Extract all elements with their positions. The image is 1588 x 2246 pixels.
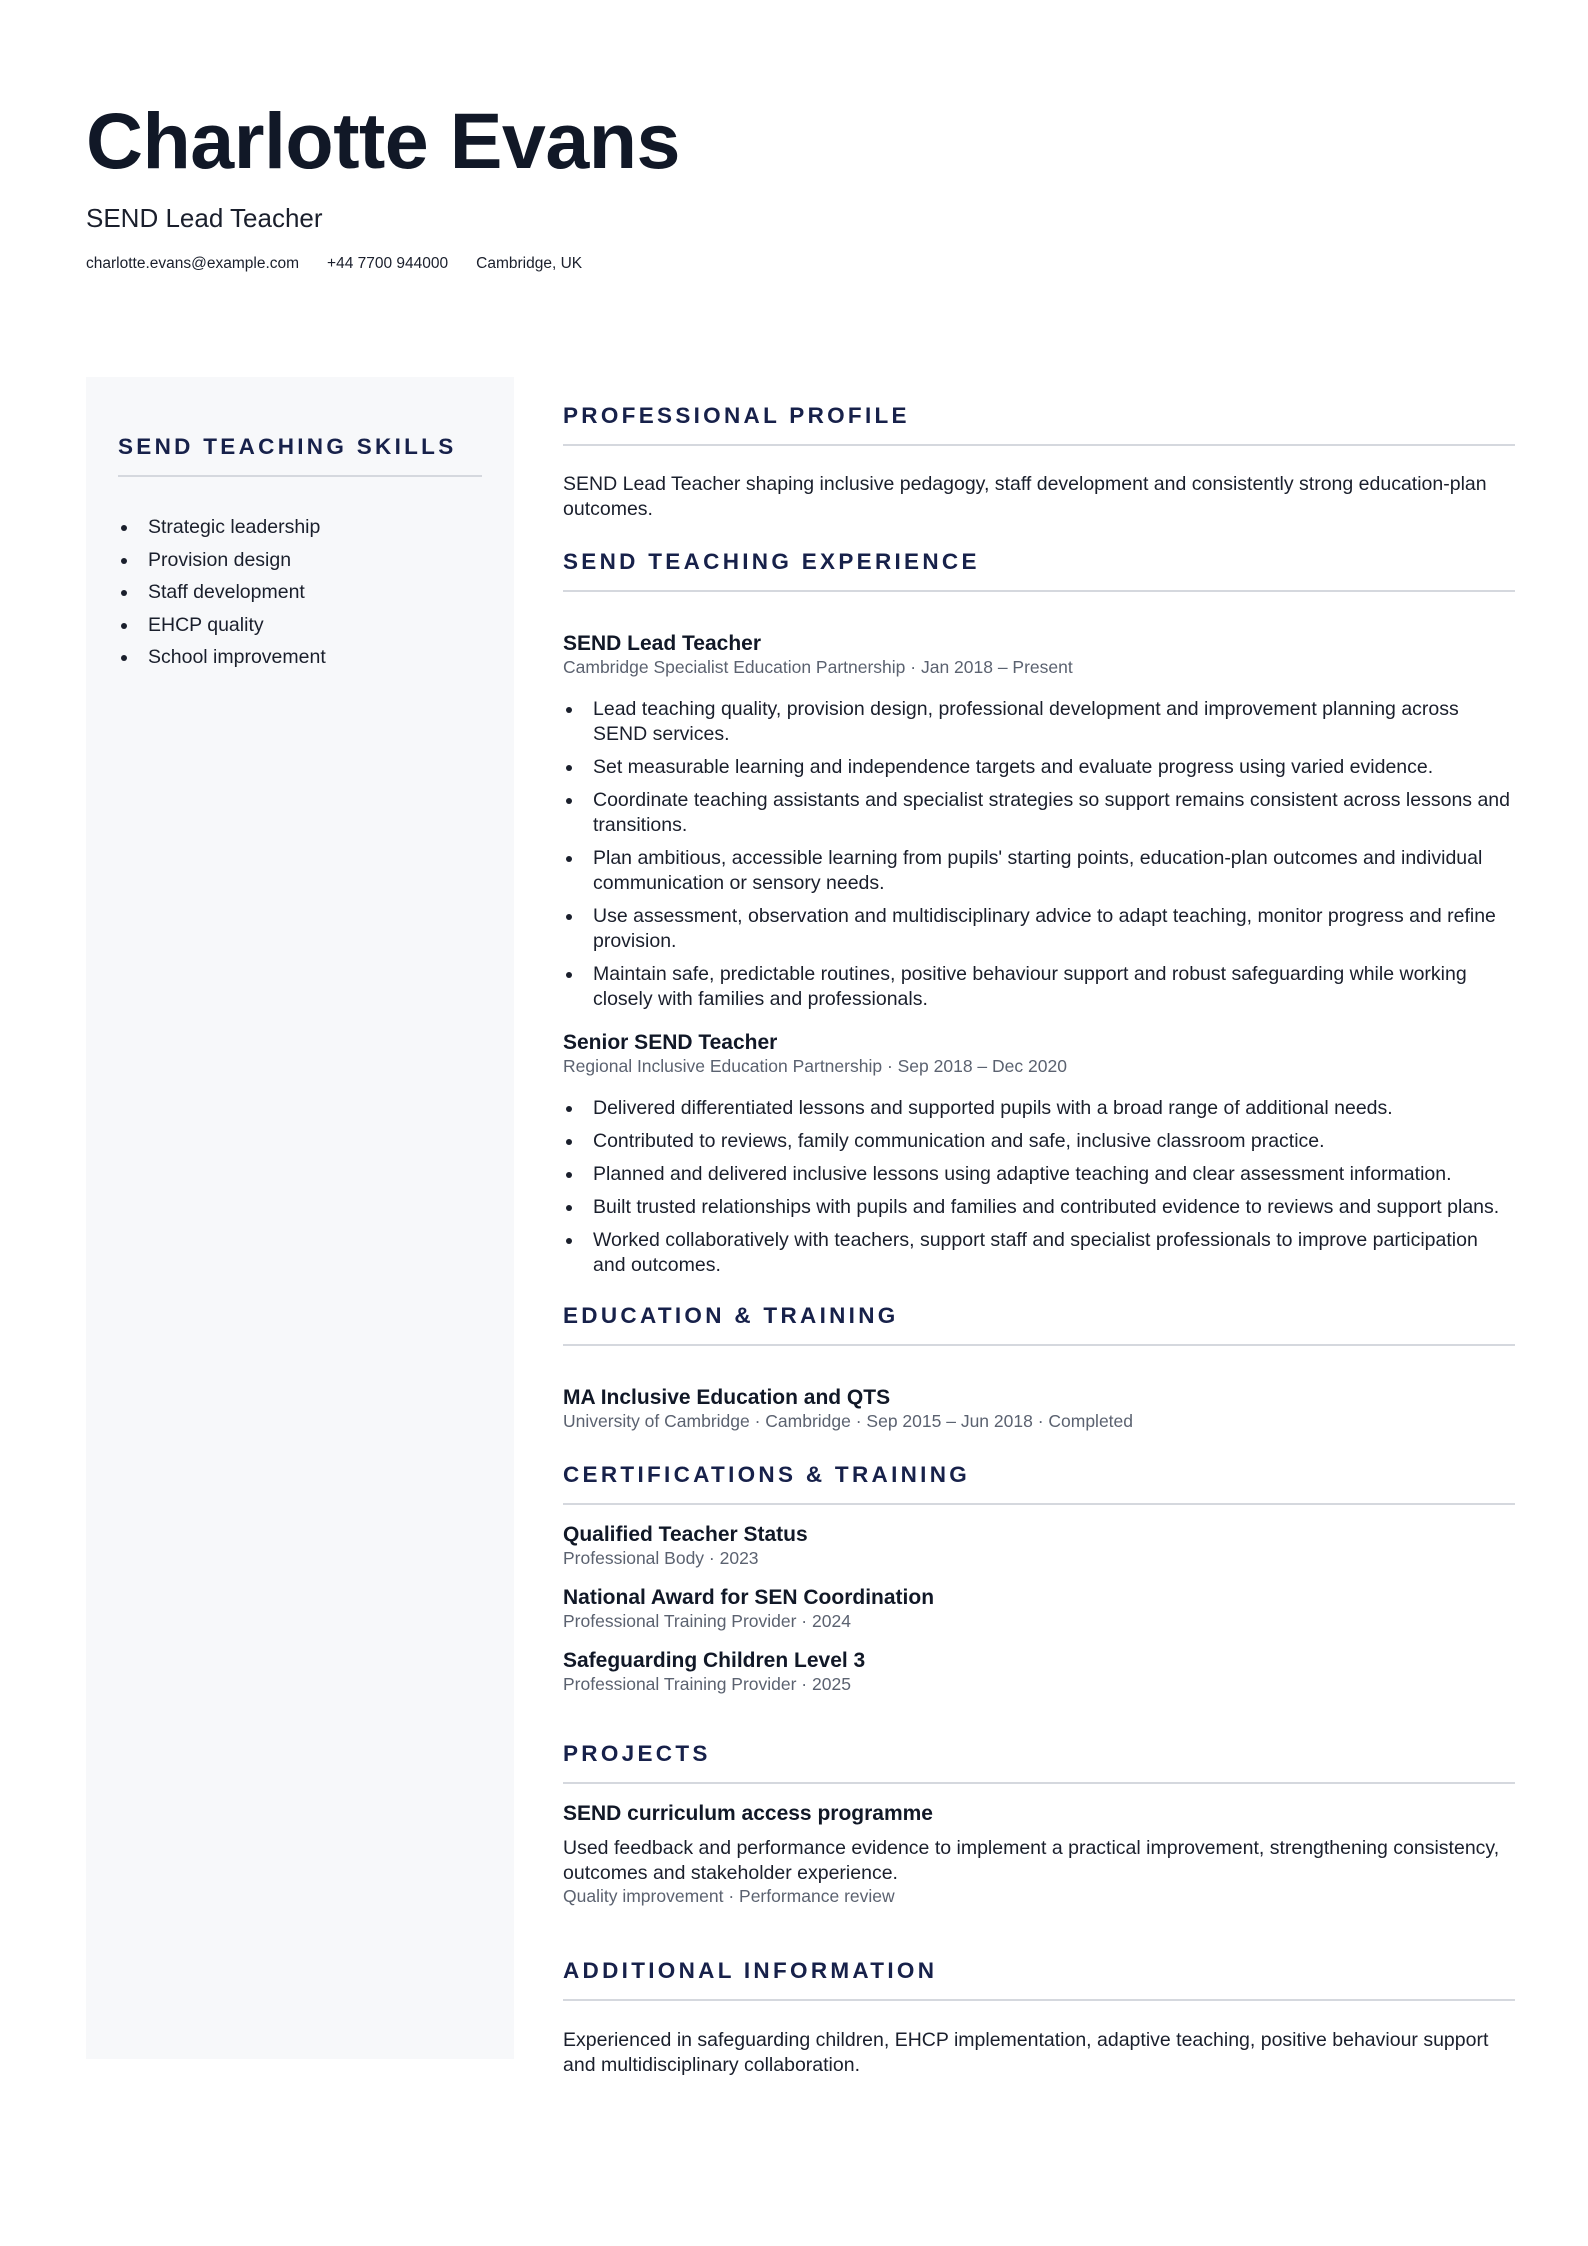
job-title: Senior SEND Teacher: [563, 1031, 778, 1054]
certification-title: Qualified Teacher Status: [563, 1523, 808, 1546]
education-section: [563, 1302, 1515, 1432]
project-meta: Quality improvement · Performance review: [563, 1886, 895, 1906]
certification-title: Safeguarding Children Level 3: [563, 1649, 866, 1672]
contact-phone: +44 7700 944000: [327, 255, 449, 272]
certification-meta: Professional Training Provider · 2025: [563, 1674, 851, 1694]
certification-meta: Professional Training Provider · 2024: [563, 1611, 851, 1631]
certification-entry: [563, 1522, 1515, 1569]
section-divider: [563, 1503, 1515, 1505]
skill-item: Staff development: [118, 576, 482, 609]
profile-section: [563, 402, 1515, 522]
candidate-headline: SEND Lead Teacher: [86, 203, 323, 233]
job-meta: Regional Inclusive Education Partnership · Sep 2018 – Dec 2020: [563, 1056, 1067, 1076]
skill-item: Provision design: [118, 544, 482, 577]
main-content: [563, 402, 1515, 2078]
section-divider: [563, 444, 1515, 446]
skill-item: School improvement: [118, 641, 482, 674]
certification-entry: [563, 1585, 1515, 1632]
profile-summary: SEND Lead Teacher shaping inclusive pedagogy, staff development and consistently strong education-plan outcomes.: [563, 473, 1487, 520]
job-title: SEND Lead Teacher: [563, 632, 762, 655]
skill-item: Strategic leadership: [118, 511, 482, 544]
projects-section: [563, 1740, 1515, 1907]
sidebar: [86, 377, 514, 2059]
certification-meta: Professional Body · 2023: [563, 1548, 759, 1568]
education-entry: [563, 1385, 1515, 1432]
job-bullet: Worked collaboratively with teachers, support staff and specialist professionals to improve participation and outcomes.: [563, 1228, 1515, 1278]
certification-entry: [563, 1648, 1515, 1695]
contact-location: Cambridge, UK: [476, 255, 583, 272]
additional-section: [563, 1957, 1515, 2078]
job-bullet: Delivered differentiated lessons and supported pupils with a broad range of additional needs.: [563, 1096, 1515, 1121]
additional-section-title: ADDITIONAL INFORMATION: [563, 1958, 938, 1983]
contact-row: [86, 254, 1506, 274]
skills-section-title: SEND TEACHING SKILLS: [118, 434, 457, 459]
job-entry: [563, 1030, 1515, 1278]
section-divider: [563, 1999, 1515, 2001]
skill-item: EHCP quality: [118, 609, 482, 642]
contact-email: charlotte.evans@example.com: [86, 255, 300, 272]
additional-text: Experienced in safeguarding children, EHCP implementation, adaptive teaching, positive behaviour support and multidisciplinary collaboration.: [563, 2029, 1489, 2076]
job-bullet: Set measurable learning and independence targets and evaluate progress using varied evidence.: [563, 755, 1515, 780]
section-divider: [563, 590, 1515, 592]
section-divider: [118, 475, 482, 477]
projects-section-title: PROJECTS: [563, 1741, 711, 1766]
skills-list: [118, 511, 482, 674]
education-section-title: EDUCATION & TRAINING: [563, 1303, 899, 1328]
project-description: Used feedback and performance evidence to implement a practical improvement, strengthening consistency, outcomes and stakeholder experience.: [563, 1837, 1500, 1884]
project-entry: [563, 1801, 1515, 1907]
experience-section: [563, 548, 1515, 1278]
job-meta: Cambridge Specialist Education Partnership · Jan 2018 – Present: [563, 657, 1073, 677]
degree-meta: University of Cambridge · Cambridge · Sep 2015 – Jun 2018 · Completed: [563, 1411, 1134, 1431]
certifications-section: [563, 1461, 1515, 1695]
job-bullet: Contributed to reviews, family communication and safe, inclusive classroom practice.: [563, 1129, 1515, 1154]
experience-section-title: SEND TEACHING EXPERIENCE: [563, 549, 980, 574]
job-bullet: Planned and delivered inclusive lessons using adaptive teaching and clear assessment information.: [563, 1162, 1515, 1187]
profile-section-title: PROFESSIONAL PROFILE: [563, 403, 910, 428]
job-bullet: Built trusted relationships with pupils and families and contributed evidence to reviews and support plans.: [563, 1195, 1515, 1220]
job-entry: [563, 631, 1515, 1012]
section-divider: [563, 1782, 1515, 1784]
section-divider: [563, 1344, 1515, 1346]
job-bullet: Use assessment, observation and multidisciplinary advice to adapt teaching, monitor progress and refine provision.: [563, 904, 1515, 954]
degree-title: MA Inclusive Education and QTS: [563, 1386, 891, 1409]
job-bullet: Lead teaching quality, provision design, professional development and improvement planning across SEND services.: [563, 697, 1515, 747]
resume-header: [86, 92, 1506, 274]
certifications-section-title: CERTIFICATIONS & TRAINING: [563, 1462, 971, 1487]
job-bullets: [563, 1096, 1515, 1278]
job-bullet: Coordinate teaching assistants and specialist strategies so support remains consistent across lessons and transitions.: [563, 788, 1515, 838]
project-title: SEND curriculum access programme: [563, 1802, 933, 1825]
certification-title: National Award for SEN Coordination: [563, 1586, 935, 1609]
job-bullet: Plan ambitious, accessible learning from pupils' starting points, education-plan outcomes and individual communication or sensory needs.: [563, 846, 1515, 896]
candidate-name: Charlotte Evans: [86, 96, 680, 185]
job-bullets: [563, 697, 1515, 1012]
job-bullet: Maintain safe, predictable routines, positive behaviour support and robust safeguarding while working closely with families and professionals.: [563, 962, 1515, 1012]
